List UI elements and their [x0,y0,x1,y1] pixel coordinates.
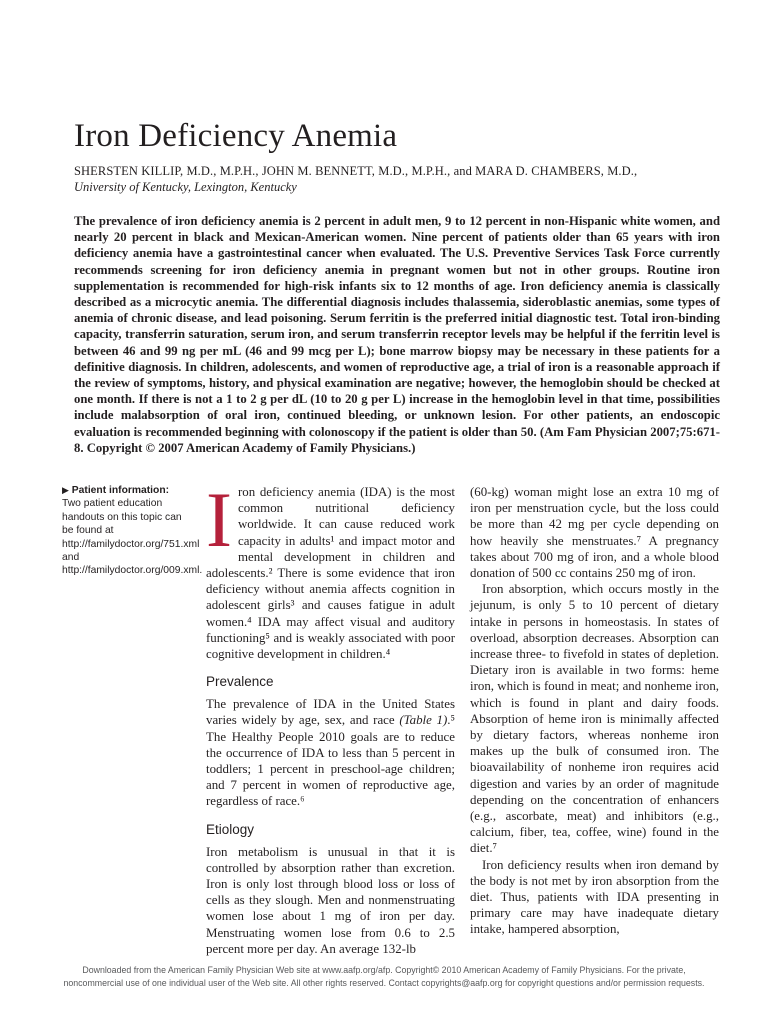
body-column-1 [206,476,456,957]
col2-paragraph-2: Iron absorption, which occurs mostly in the jejunum, is only 5 to 10 percent of dietary intake in persons in homeostasis. In states of overload, absorption decreases. Absorption can increase three- to fivefold in states of depletion. Dietary iron is available in two forms: heme iron, which is found in meat; and nonheme iron, which is found in plant and dairy foods. Absorption of heme iron is minimally affected by dietary factors, whereas nonheme iron makes up the bulk of consumed iron. The bioavailability of nonheme iron requires acid digestion and varies by an order of magnitude depending on the concentration of enhancers (e.g., ascorbate, meat) and inhibitors (e.g., calcium, fiber, tea, coffee, wine) found in the diet.⁷ [470,582,719,856]
copyright-footer: Downloaded from the American Family Physician Web site at www.aafp.org/afp. Copyright© 2010 American Academy of Family Physicians. For the private, noncommercial use of one individual user of the Web site. All other rights reserved. Contact copyrights@aafp.org for copyright questions and/or permission requests. [63,965,705,988]
intro-text: ron deficiency anemia (IDA) is the most common nutritional deficiency worldwide. It can cause reduced work capacity in adults¹ and impact motor and mental development in children and adolescents.² There is some evidence that iron deficiency without anemia affects cognition in adolescent girls³ and causes fatigue in adult women.⁴ IDA may affect visual and auditory functioning⁵ and is weakly associated with poor cognitive development in children.⁴ [206,485,455,662]
table-reference-link[interactable]: (Table 1) [399,713,448,728]
prevalence-text-b: .⁵ The Healthy People 2010 goals are to reduce the occurrence of IDA to less than 5 percent in toddlers; 1 percent in preschool-age children; and 7 percent in women of reproductive age, regardless of race.⁶ [206,713,456,809]
section-heading-etiology: Etiology [206,821,255,837]
patient-info-label: Patient information: [71,485,170,496]
article-title: Iron Deficiency Anemia [74,118,398,154]
author-list: SHERSTEN KILLIP, M.D., M.P.H., JOHN M. BENNETT, M.D., M.P.H., and MARA D. CHAMBERS, M.D., [74,164,638,178]
author-affiliation: University of Kentucky, Lexington, Kentucky [74,180,297,194]
triangle-bullet-icon: ▶ [62,485,69,495]
abstract: The prevalence of iron deficiency anemia is 2 percent in adult men, 9 to 12 percent in non-Hispanic white women, and nearly 20 percent in black and Mexican-American women. Nine percent of patients older than 65 years with iron deficiency anemia have a gastrointestinal cancer when evaluated. The U.S. Preventive Services Task Force currently recommends screening for iron deficiency anemia in pregnant women but not in other groups. Routine iron supplementation is recommended for high-risk infants six to 12 months of age. Iron deficiency anemia is classically described as a microcytic anemia. The differential diagnosis includes thalassemia, sideroblastic anemias, some types of anemia of chronic disease, and lead poisoning. Serum ferritin is the preferred initial diagnostic test. Total iron-binding capacity, transferrin saturation, serum iron, and serum transferrin receptor levels may be helpful if the ferritin level is between 46 and 99 ng per mL (46 and 99 mcg per L); bone marrow biopsy may be necessary in these patients for a definitive diagnosis. In children, adolescents, and women of reproductive age, a trial of iron is a reasonable approach if the review of symptoms, history, and physical examination are negative; however, the hemoglobin should be checked at one month. If there is not a 1 to 2 g per dL (10 to 20 g per L) increase in the hemoglobin level in that time, possibilities include malabsorption of oral iron, continued bleeding, or unknown lesion. For other patients, an endoscopic evaluation is recommended beginning with colonoscopy if the patient is older than 50. (Am Fam Physician 2007;75:671-8. Copyright © 2007 American Academy of Family Physicians.) [74,214,720,455]
patient-info-text: Two patient education handouts on this topic can be found at http://familydoctor.org/751.xml and http://familydoctor.org/009.xml. [62,498,203,577]
body-column-2 [470,484,719,938]
patient-info-sidebar [62,484,203,578]
section-heading-prevalence: Prevalence [206,674,274,690]
etiology-paragraph: Iron metabolism is unusual in that it is controlled by absorption rather than excretion. Iron is only lost through blood loss or loss of cells as they slough. Men and nonmenstruating women lose about 1 mg of iron per day. Menstruating women lose from 0.6 to 2.5 percent more per day. An average 132-lb [206,844,455,956]
prevalence-paragraph [206,696,455,809]
col2-paragraph-1: (60-kg) woman might lose an extra 10 mg of iron per menstruation cycle, but the loss could be more than 42 mg per cycle depending on how heavily she menstruates.⁷ A pregnancy takes about 700 mg of iron, and a whole blood donation of 500 cc contains 250 mg of iron. [470,485,719,581]
intro-paragraph [206,476,455,662]
drop-cap: I [206,476,232,563]
col2-paragraph-3: Iron deficiency results when iron demand by the body is not met by iron absorption from the diet. Thus, patients with IDA presenting in primary care may have inadequate dietary intake, hampered absorption, [470,857,719,937]
prevalence-text-a: The prevalence of IDA in the United States varies widely by age, sex, and race [206,697,455,728]
